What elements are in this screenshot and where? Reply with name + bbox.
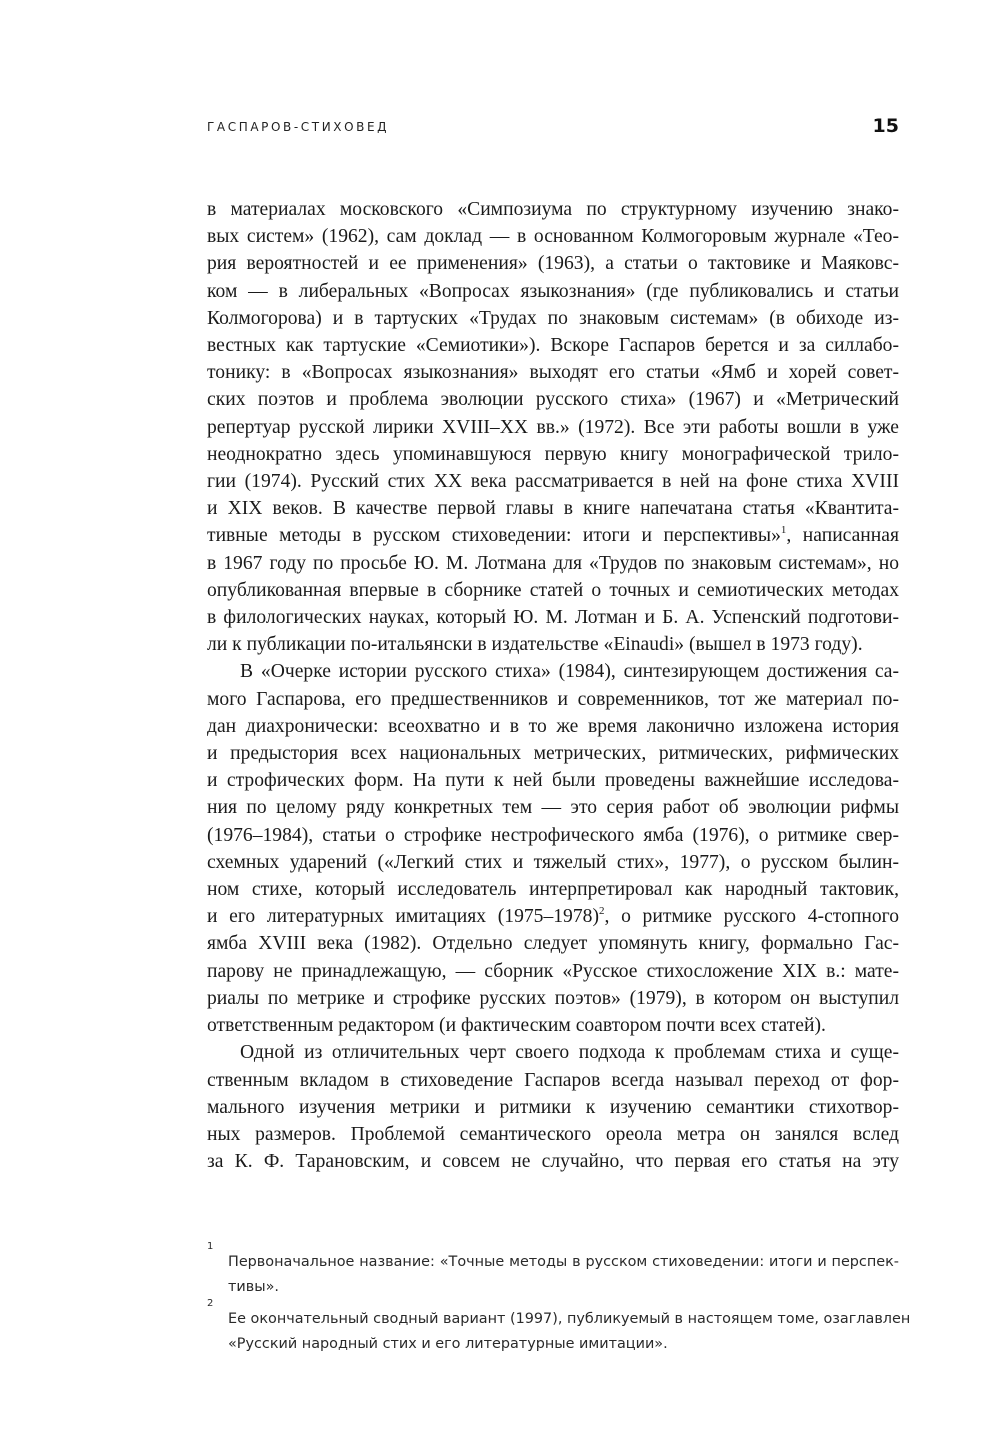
text-line: В «Очерке истории русского стиха» (1984), синтезирующем достижения са- [240,661,899,683]
text-line: Колмогорова) и в тартуских «Трудах по знаковым системам» (в обиходе из- [207,307,899,329]
paragraph-1 [207,196,899,658]
text-line: мого Гаспарова, его предшественников и современников, тот же материал по- [207,688,899,710]
text-line: ком — в либеральных «Вопросах языкознания» (где публиковались и статьи [207,280,899,302]
running-head: ГАСПАРОВ-СТИХОВЕД [207,120,390,134]
text-line: в 1967 году по просьбе Ю. М. Лотмана для «Трудов по знаковым системам», но [207,552,899,574]
text-segment: , написанная [786,525,899,547]
text-line: неоднократно здесь упоминавшуюся первую книгу монографической трило- [207,443,899,465]
text-line: ли к публикации по-итальянски в издательстве «Einaudi» (вышел в 1973 году). [207,634,863,656]
text-line: ных размеров. Проблемой семантического ореола метра он занялся вслед [207,1123,899,1145]
page-number: 15 [872,115,899,137]
text-line: и XIX веков. В качестве первой главы в книге напечатана статья «Квантита- [207,498,899,520]
footnote-2: 2 Ее окончательный сводный вариант (1997), публикуемый в настоящем томе, озаглавлен «Русский народный стих и его литературные имитации». [207,1307,899,1357]
text-line: ния по целому ряду конкретных тем — это серия работ об эволюции рифмы [207,797,899,819]
text-line: мального изучения метрики и ритмики к изучению семантики стихотвор- [207,1096,899,1118]
text-line: Одной из отличительных черт своего подхода к проблемам стиха и суще- [240,1042,899,1064]
text-line: опубликованная впервые в сборнике статей о точных и семиотических методах [207,579,899,601]
text-line-with-note [207,522,899,549]
text-line: в материалах московского «Симпозиума по структурному изучению знако- [207,199,899,220]
text-line: репертуар русской лирики XVIII–XX вв.» (1972). Все эти работы вошли в уже [207,416,899,438]
paragraph-2 [207,658,899,1039]
text-line: тонику: в «Вопросах языкознания» выходят его статьи «Ямб и хорей совет- [207,362,899,384]
footnote-line: тивы». [228,1279,279,1295]
text-segment: тивные методы в русском стиховедении: итоги и перспективы» [207,525,781,547]
text-line: ских поэтов и проблема эволюции русского стиха» (1967) и «Метрический [207,389,899,411]
text-line: ямба XVIII века (1982). Отдельно следует упомянуть книгу, формально Гас- [207,933,899,955]
text-line: схемных ударений («Легкий стих и тяжелый стих», 1977), о русском былин- [207,851,899,873]
text-line: риалы по метрике и строфике русских поэтов» (1979), в котором он выступил [207,987,899,1009]
footnote-1: 1 Первоначальное название: «Точные методы в русском стиховедении: итоги и перспек- тивы». [207,1250,899,1300]
paragraph-3 [207,1039,899,1175]
text-segment: , о ритмике русского 4-стопного [604,906,899,928]
text-segment: и его литературных имитациях (1975–1978) [207,906,599,928]
footnotes [207,1241,911,1364]
text-line: вых систем» (1962), сам доклад — в основанном Колмогоровым журнале «Тео- [207,226,899,248]
footnote-ref-1[interactable]: 1 [780,524,787,537]
text-line: рия вероятностей и ее применения» (1963), а статьи о тактовике и Маяковс- [207,253,899,275]
text-line: за К. Ф. Тарановским, и совсем не случайно, что первая его статья на эту [207,1151,899,1173]
body-text [207,196,899,1175]
footnote-ref-2[interactable]: 2 [598,905,605,918]
text-line: парову не принадлежащую, — сборник «Русское стихосложение XIX в.: мате- [207,960,899,982]
footnote-line: Первоначальное название: «Точные методы в русском стиховедении: итоги и перспек- [228,1254,899,1270]
text-line: гии (1974). Русский стих XX века рассматривается в ней на фоне стиха XVIII [207,471,899,493]
text-line: дан диахронически: всеохватно и в то же время лаконично изложена история [207,715,899,737]
text-line: (1976–1984), статьи о строфике нестрофического ямба (1976), о ритмике свер- [207,824,899,846]
text-line: вестных как тартуские «Семиотики»). Вскоре Гаспаров берется и за силлабо- [207,335,899,357]
footnote-line: «Русский народный стих и его литературные имитации». [228,1336,668,1352]
text-line: и предыстория всех национальных метрических, ритмических, рифмических [207,743,899,765]
text-line: ственным вкладом в стиховедение Гаспаров всегда называл переход от фор- [207,1069,899,1091]
text-line: и строфических форм. На пути к ней были проведены важнейшие исследова- [207,770,899,792]
footnote-line: Ее окончательный сводный вариант (1997), публикуемый в настоящем томе, озаглавлен [228,1311,911,1327]
text-line: ответственным редактором (и фактическим соавтором почти всех статей). [207,1015,826,1037]
text-line: ном стихе, который исследователь интерпретировал как народный тактовик, [207,879,899,901]
text-line: в филологических науках, который Ю. М. Лотман и Б. А. Успенский подготови- [207,607,899,629]
text-line-with-note [207,903,899,930]
